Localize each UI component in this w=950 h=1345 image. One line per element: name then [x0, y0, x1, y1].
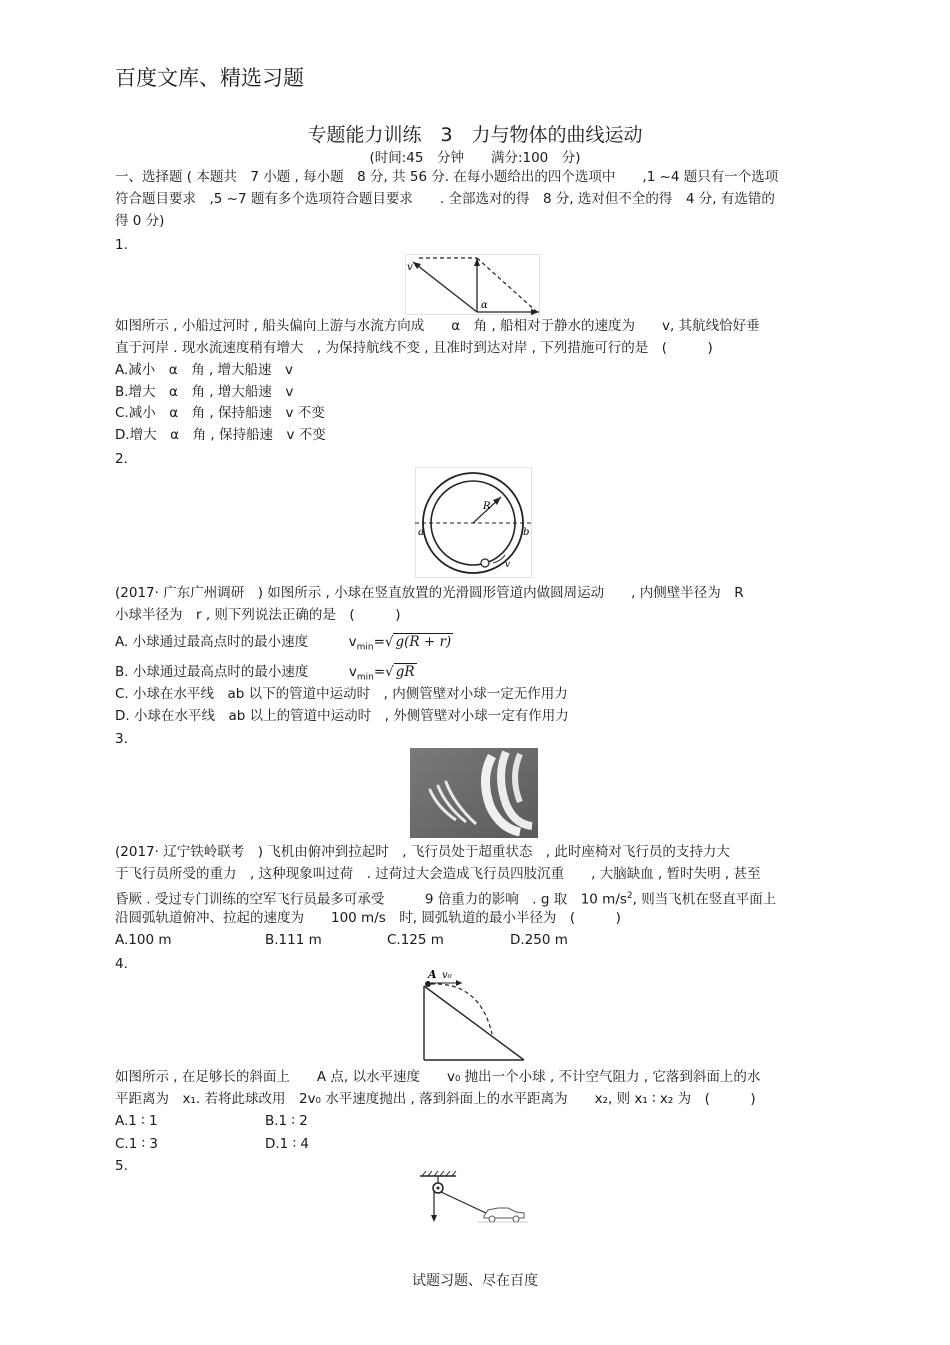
- q1-option-d: D.增大 α 角 , 保持船速 v 不变: [115, 427, 326, 443]
- q4-stem-1: 如图所示 , 在足够长的斜面上 A 点, 以水平速度 v₀ 抛出一个小球 , 不计空气阻力 , 它落到斜面上的水: [115, 1069, 761, 1085]
- q5-number: 5.: [115, 1158, 128, 1174]
- q4-number: 4.: [115, 956, 128, 972]
- q4-fig-label-v0: v₀: [442, 970, 452, 981]
- q3-number: 3.: [115, 731, 128, 747]
- q2-option-d: D. 小球在水平线 ab 以上的管道中运动时 , 外侧管壁对小球一定有作用力: [115, 708, 569, 724]
- q2-option-a-text: A. 小球通过最高点时的最小速度 v: [115, 634, 357, 650]
- q2-option-a-radicand: g(R + r): [395, 634, 452, 650]
- q2-fig-label-b: b: [523, 527, 530, 538]
- q2-fig-label-a: a: [418, 527, 424, 538]
- q4-fig-label-a: A: [428, 968, 437, 981]
- q2-option-b-radicand: gR: [395, 664, 415, 680]
- q2-fig-label-r: R: [483, 501, 491, 512]
- q4-option-b: B.1 ∶ 2: [265, 1113, 308, 1129]
- q4-stem-2: 平距离为 x₁. 若将此球改用 2v₀ 水平速度抛出 , 落到斜面上的水平距离为 x₂, 则 x₁ ∶ x₂ 为 ( ): [115, 1091, 756, 1107]
- q2-option-c: C. 小球在水平线 ab 以下的管道中运动时 , 内侧管壁对小球一定无作用力: [115, 686, 568, 702]
- q4-option-a: A.1 ∶ 1: [115, 1113, 158, 1129]
- intro-line-2: 符合题目要求 ,5 ~7 题有多个选项符合题目要求 . 全部选对的得 8 分, 选对但不全的得 4 分, 有选错的: [115, 191, 775, 207]
- q2-option-a-sub: min: [356, 642, 374, 653]
- q2-stem-1: (2017· 广东广州调研 ) 如图所示 , 小球在竖直放置的光滑圆形管道内做圆周运动 , 内侧壁半径为 R: [115, 585, 744, 601]
- intro-line-1: 一、选择题 ( 本题共 7 小题 , 每小题 8 分, 共 56 分. 在每小题给出的四个选项中 ,1 ~4 题只有一个选项: [115, 169, 779, 185]
- intro-line-3: 得 0 分): [115, 213, 165, 229]
- q2-number: 2.: [115, 451, 128, 467]
- q3-option-d: D.250 m: [510, 932, 568, 948]
- q2-option-b-text: B. 小球通过最高点时的最小速度 v: [115, 664, 357, 680]
- q2-option-b: B. 小球通过最高点时的最小速度 $v_{min}=√$ gR: [115, 664, 415, 683]
- page-subtitle: (时间:45 分钟 满分:100 分): [369, 150, 581, 166]
- q3-stem-3-sup: 2: [626, 891, 633, 901]
- q3-option-b: B.111 m: [265, 932, 322, 948]
- page-header: 百度文库、精选习题: [115, 66, 304, 90]
- q1-number: 1.: [115, 237, 128, 253]
- q2-circular-tube-figure: [415, 467, 533, 579]
- q1-stem-1: 如图所示 , 小船过河时 , 船头偏向上游与水流方向成 α 角 , 船相对于静水的速度为 v, 其航线恰好垂: [115, 318, 760, 334]
- q1-fig-label-alpha: α: [481, 300, 488, 311]
- q3-stem-2: 于飞行员所受的重力 , 这种现象叫过荷 . 过荷过大会造成飞行员四肢沉重 , 大脑缺血 , 暂时失明 , 甚至: [115, 866, 761, 882]
- q2-option-b-eq: =: [373, 664, 386, 680]
- q2-option-b-sub: min: [356, 672, 374, 683]
- q1-boat-velocity-figure: [405, 254, 545, 316]
- q1-option-a: A.减小 α 角 , 增大船速 v: [115, 362, 294, 378]
- q3-jets-photo: [410, 748, 538, 838]
- q3-option-c: C.125 m: [387, 932, 444, 948]
- q1-option-b: B.增大 α 角 , 增大船速 v: [115, 384, 294, 400]
- q1-fig-label-v: v: [407, 262, 413, 273]
- q2-option-a-eq: =: [373, 634, 385, 650]
- q2-option-a: A. 小球通过最高点时的最小速度 $v_{min}=√$ g(R + r): [115, 634, 452, 653]
- q4-incline-projectile-figure: [418, 968, 530, 1062]
- q2-stem-2: 小球半径为 r , 则下列说法正确的是 ( ): [115, 607, 401, 623]
- q3-stem-3-b: , 则当飞机在竖直平面上: [632, 891, 777, 908]
- q2-fig-label-v: v: [505, 560, 511, 570]
- page-footer: 试题习题、尽在百度: [412, 1273, 538, 1289]
- page-title: 专题能力训练 3 力与物体的曲线运动: [307, 124, 643, 146]
- q4-option-c: C.1 ∶ 3: [115, 1136, 158, 1152]
- q3-stem-3-a: 昏厥 . 受过专门训练的空军飞行员最多可承受 9 倍重力的影响 . g 取 10 m/s: [115, 891, 627, 908]
- q3-stem-4: 沿圆弧轨道俯冲、拉起的速度为 100 m/s 时, 圆弧轨道的最小半径为 ( ): [115, 910, 621, 926]
- q5-pulley-car-figure: [418, 1170, 530, 1224]
- q3-option-a: A.100 m: [115, 932, 172, 948]
- q1-option-c: C.减小 α 角 , 保持船速 v 不变: [115, 405, 325, 421]
- q4-option-d: D.1 ∶ 4: [265, 1136, 309, 1152]
- q1-stem-2: 直于河岸 . 现水流速度稍有增大 , 为保持航线不变 , 且准时到达对岸 , 下列措施可行的是 ( ): [115, 340, 713, 356]
- q3-stem-1: (2017· 辽宁铁岭联考 ) 飞机由俯冲到拉起时 , 飞行员处于超重状态 , 此时座椅对飞行员的支持力大: [115, 844, 730, 860]
